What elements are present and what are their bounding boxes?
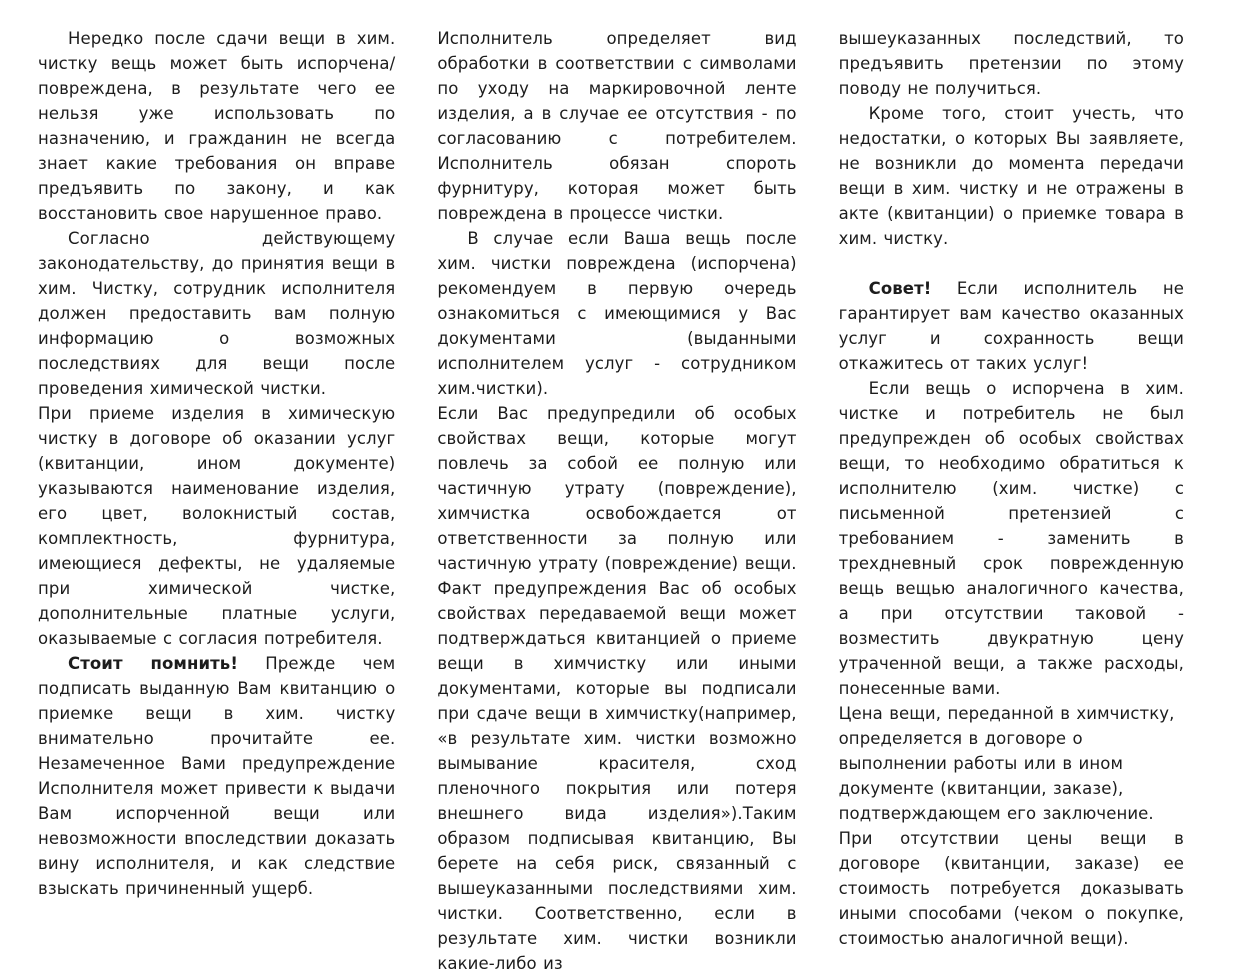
column-right (838, 26, 1184, 948)
paragraph: При отсутствии цены вещи в договоре (квитанции, заказе) ее стоимость потребуется доказывать иными способами (чеком о покупке, стоимостью аналогичной вещи). (838, 829, 1184, 948)
paragraph: В случае если Ваша вещь после хим. чистки повреждена (испорчена) рекомендуем в первую очередь ознакомиться с имеющимися у Вас документами (выданными исполнителем услуг - сотрудником хим.чистки). (437, 229, 797, 398)
paragraph: Согласно действующему законодательству, до принятия вещи в хим. Чистку, сотрудник исполнителя должен предоставить вам полную информацию о возможных последствиях для вещи после проведения химической чистки. (38, 229, 396, 398)
paragraph-lead: Стоит помнить! (68, 654, 238, 673)
paragraph-text: Если исполнитель не гарантирует вам качество оказанных услуг и сохранность вещи откажитесь от таких услуг! (838, 279, 1184, 373)
paragraph: Если Вас предупредили об особых свойствах вещи, которые могут повлечь за собой ее полную или частичную утрату (повреждение), химчистка освобождается от ответственности за полную или частичную утрату (повреждение) вещи. Факт предупреждения Вас об особых свойствах передаваемой вещи может подтверждаться квитанцией о приеме вещи в химчистку или иными документами, которые вы подписали при сдаче вещи в химчистку(например, «в результате хим. чистки возможно вымывание красителя, сход пленочного покрытия или потеря внешнего вида изделия»).Таким образом подписывая квитанцию, Вы берете на себя риск, связанный с вышеуказанными последствиями хим. чистки. Соответственно, если в результате хим. чистки возникли какие-либо из (437, 404, 797, 973)
column-left (38, 26, 396, 898)
paragraph-lead: Совет! (868, 279, 932, 298)
paragraph: Кроме того, стоит учесть, что недостатки, о которых Вы заявляете, не возникли до момента передачи вещи в хим. чистку и не отражены в акте (квитанции) о приемке товара в хим. чистку. (838, 104, 1184, 248)
column-middle (437, 26, 797, 973)
paragraph: Исполнитель определяет вид обработки в соответствии с символами по уходу на маркировочной ленте изделия, а в случае ее отсутствия - по согласованию с потребителем. Исполнитель обязан спороть фурнитуру, которая может быть повреждена в процессе чистки. (437, 29, 797, 223)
paragraph: Цена вещи, переданной в химчистку, определяется в договоре о выполнении работы или в ином документе (квитанции, заказе), подтверждающем его заключение. (838, 704, 1175, 823)
paragraph-text: Прежде чем подписать выданную Вам квитанцию о приемке вещи в хим. чистку внимательно прочитайте ее. Незамеченное Вами предупреждение Исполнителя может привести к выдачи Вам испорченной вещи или невозможности впоследствии доказать вину исполнителя, и как следствие взыскать причиненный ущерб. (38, 654, 396, 898)
paragraph: вышеуказанных последствий, то предъявить претензии по этому поводу не получиться. (838, 29, 1184, 98)
paragraph: Если вещь о испорчена в хим. чистке и потребитель не был предупрежден об особых свойствах вещи, то необходимо обратиться к исполнителю (хим. чистке) с письменной претензией с требованием - заменить в трехдневный срок поврежденную вещь вещью аналогичного качества, а при отсутствии таковой - возместить двукратную цену утраченной вещи, а также расходы, понесенные вами. (838, 379, 1184, 698)
paragraph: При приеме изделия в химическую чистку в договоре об оказании услуг (квитанции, ином документе) указываются наименование изделия, его цвет, волокнистый состав, комплектность, фурнитура, имеющиеся дефекты, не удаляемые при химической чистке, дополнительные платные услуги, оказываемые с согласия потребителя. (38, 404, 396, 648)
paragraph (839, 276, 1184, 376)
paragraph (38, 651, 395, 901)
paragraph: Нередко после сдачи вещи в хим. чистку вещь может быть испорчена/повреждена, в результате чего ее нельзя уже использовать по назначению, и гражданин не всегда знает какие требования он вправе предъявить по закону, и как восстановить свое нарушенное право. (38, 29, 396, 223)
